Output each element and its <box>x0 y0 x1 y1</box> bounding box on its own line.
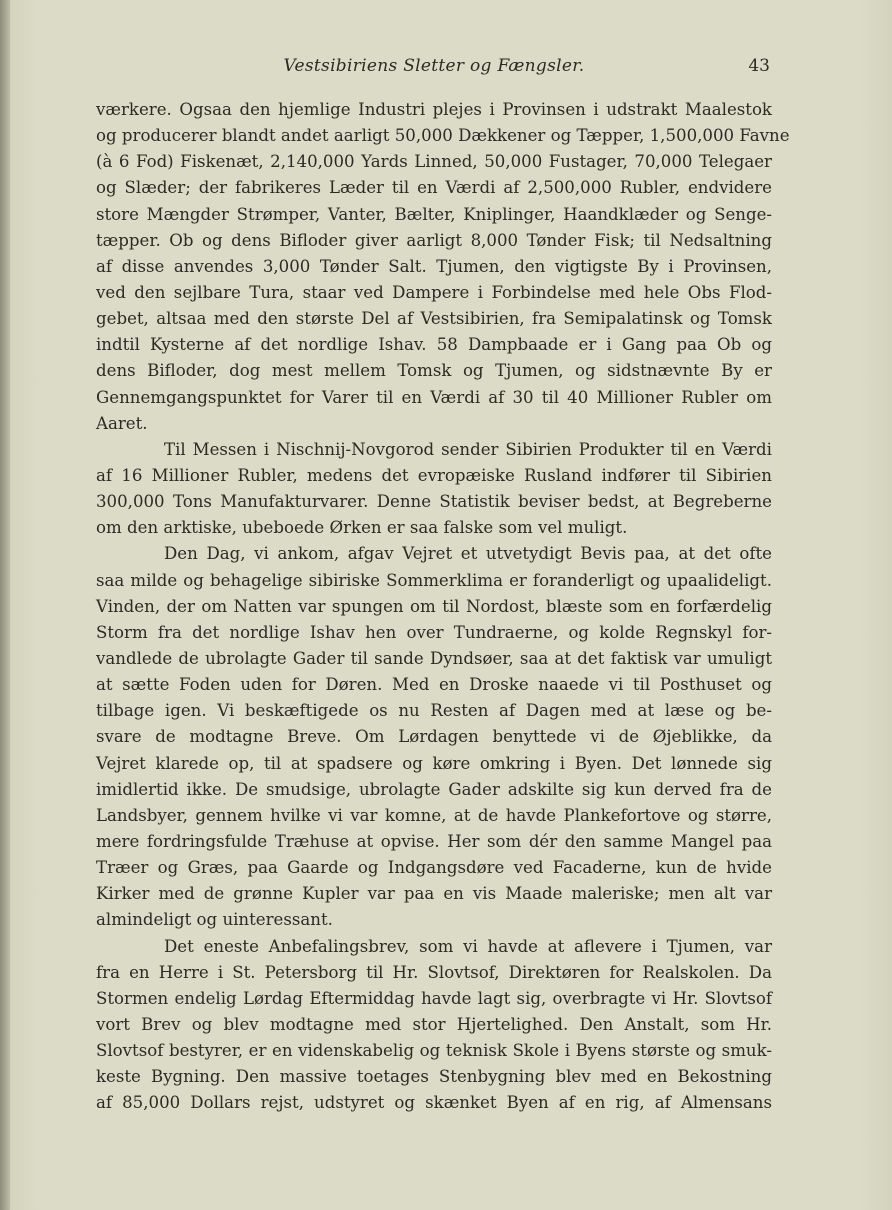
text-line: gebet, altsaa med den største Del af Vestsibirien, fra Semipalatinsk og Tomsk <box>96 309 772 329</box>
text-line: om den arktiske, ubeboede Ørken er saa falske som vel muligt. <box>96 518 628 538</box>
text-line: Til Messen i Nischnij-Novgorod sender Sibirien Produkter til en Værdi <box>164 439 772 459</box>
text-line: og Slæder; der fabrikeres Læder til en Værdi af 2,500,000 Rubler, endvidere <box>96 178 772 198</box>
text-line: almindeligt og uinteressant. <box>96 910 333 930</box>
page-header <box>96 56 772 82</box>
text-line: Gennemgangspunktet for Varer til en Værdi af 30 til 40 Millioner Rubler om <box>96 387 772 407</box>
text-line: Den Dag, vi ankom, afgav Vejret et utvetydigt Bevis paa, at det ofte <box>164 544 772 564</box>
text-line: Stormen endelig Lørdag Eftermiddag havde lagt sig, overbragte vi Hr. Slovtsof <box>96 988 772 1008</box>
page-number: 43 <box>748 56 770 76</box>
text-line: af 16 Millioner Rubler, medens det evropæiske Rusland indfører til Sibirien <box>96 465 772 485</box>
text-line: af disse anvendes 3,000 Tønder Salt. Tjumen, den vigtigste By i Provinsen, <box>96 256 772 276</box>
text-line: 300,000 Tons Manufakturvarer. Denne Statistik beviser bedst, at Begreberne <box>96 492 772 512</box>
text-line: indtil Kysterne af det nordlige Ishav. 58 Dampbaade er i Gang paa Ob og <box>96 335 772 355</box>
text-line: Storm fra det nordlige Ishav hen over Tundraerne, og kolde Regnskyl for- <box>96 622 772 642</box>
text-line: at sætte Foden uden for Døren. Med en Droske naaede vi til Posthuset og <box>96 675 772 695</box>
text-line: værkere. Ogsaa den hjemlige Industri plejes i Provinsen i udstrakt Maalestok <box>96 100 772 119</box>
text-line: Vejret klarede op, til at spadsere og køre omkring i Byen. Det lønnede sig <box>96 753 772 773</box>
text-line: (à 6 Fod) Fiskenæt, 2,140,000 Yards Linned, 50,000 Fustager, 70,000 Telegaer <box>96 152 772 172</box>
text-line: af 85,000 Dollars rejst, udstyret og skænket Byen af en rig, af Almensans <box>96 1093 772 1113</box>
text-line: Slovtsof bestyrer, er en videnskabelig og teknisk Skole i Byens største og smuk- <box>96 1041 772 1061</box>
text-line: Vinden, der om Natten var spungen om til Nordost, blæste som en forfærdelig <box>96 596 772 616</box>
text-line: saa milde og behagelige sibiriske Sommerklima er foranderligt og upaalideligt. <box>96 570 772 590</box>
text-line: Kirker med de grønne Kupler var paa en vis Maade maleriske; men alt var <box>96 884 772 904</box>
text-line: dens Bifloder, dog mest mellem Tomsk og Tjumen, og sidstnævnte By er <box>96 361 772 381</box>
text-line: tilbage igen. Vi beskæftigede os nu Resten af Dagen med at læse og be- <box>96 701 772 721</box>
running-title: Vestsibiriens Sletter og Fængsler. <box>283 56 585 76</box>
text-line: Det eneste Anbefalingsbrev, som vi havde at aflevere i Tjumen, var <box>164 936 772 956</box>
text-line: Aaret. <box>96 413 148 433</box>
text-line: Landsbyer, gennem hvilke vi var komne, at de havde Plankefortove og større, <box>96 805 772 825</box>
text-line: tæpper. Ob og dens Bifloder giver aarligt 8,000 Tønder Fisk; til Nedsaltning <box>96 230 772 250</box>
text-line: store Mængder Strømper, Vanter, Bælter, Kniplinger, Haandklæder og Senge- <box>96 204 772 224</box>
text-line: imidlertid ikke. De smudsige, ubrolagte Gader adskilte sig kun derved fra de <box>96 779 772 799</box>
text-line: og producerer blandt andet aarligt 50,000 Dækkener og Tæpper, 1,500,000 Favne <box>96 126 790 146</box>
text-line: Træer og Græs, paa Gaarde og Indgangsdøre ved Facaderne, kun de hvide <box>96 858 772 878</box>
text-line: fra en Herre i St. Petersborg til Hr. Slovtsof, Direktøren for Realskolen. Da <box>96 962 772 982</box>
text-line: svare de modtagne Breve. Om Lørdagen benyttede vi de Øjeblikke, da <box>96 727 772 747</box>
text-line: mere fordringsfulde Træhuse at opvise. Her som dér den samme Mangel paa <box>96 831 772 851</box>
text-line: vort Brev og blev modtagne med stor Hjertelighed. Den Anstalt, som Hr. <box>96 1014 772 1034</box>
text-line: keste Bygning. Den massive toetages Stenbygning blev med en Bekostning <box>96 1067 772 1087</box>
text-line: vandlede de ubrolagte Gader til sande Dyndsøer, saa at det faktisk var umuligt <box>96 648 772 668</box>
body-text <box>96 97 790 1116</box>
text-line: ved den sejlbare Tura, staar ved Dampere i Forbindelse med hele Obs Flod- <box>96 282 772 302</box>
page-binding-edge <box>0 0 10 1210</box>
